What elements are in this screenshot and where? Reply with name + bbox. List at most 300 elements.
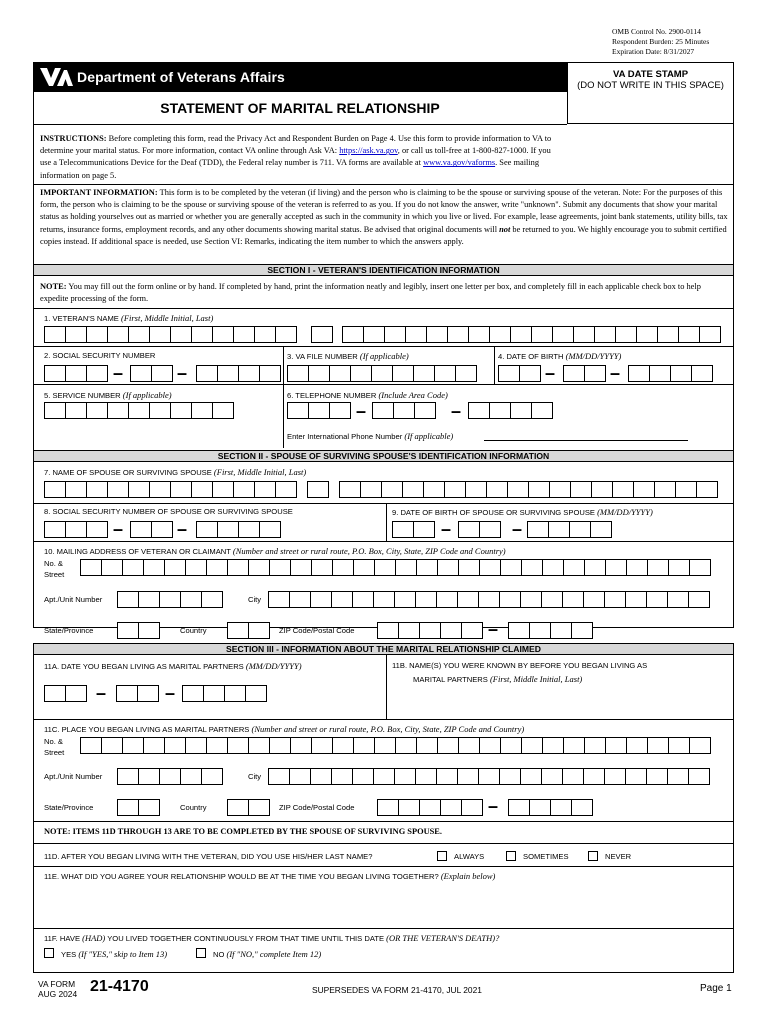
entry-box[interactable]	[238, 521, 260, 538]
entry-box[interactable]	[138, 591, 160, 608]
entry-box[interactable]	[647, 737, 669, 754]
entry-box[interactable]	[149, 402, 171, 419]
entry-box[interactable]	[289, 768, 311, 785]
entry-box[interactable]	[233, 481, 255, 498]
entry-box[interactable]	[571, 622, 593, 639]
entry-box[interactable]	[636, 326, 658, 343]
entry-box[interactable]	[143, 737, 165, 754]
item-10-label	[44, 546, 506, 556]
entry-box[interactable]	[65, 326, 87, 343]
entry-box[interactable]	[138, 799, 160, 816]
entry-box[interactable]	[307, 481, 329, 498]
entry-box[interactable]	[405, 326, 427, 343]
entry-box[interactable]	[350, 365, 372, 382]
entry-box[interactable]	[217, 365, 239, 382]
entry-box[interactable]	[527, 521, 549, 538]
entry-box[interactable]	[510, 326, 532, 343]
entry-box[interactable]	[373, 768, 395, 785]
entry-box[interactable]	[331, 768, 353, 785]
entry-box[interactable]	[479, 737, 501, 754]
entry-box[interactable]	[510, 402, 532, 419]
entry-box[interactable]	[212, 402, 234, 419]
entry-box[interactable]	[605, 559, 627, 576]
entry-box[interactable]	[594, 326, 616, 343]
entry-box[interactable]	[461, 622, 483, 639]
entry-box[interactable]	[489, 326, 511, 343]
entry-box[interactable]	[562, 768, 584, 785]
entry-box[interactable]	[44, 365, 66, 382]
entry-box[interactable]	[86, 365, 108, 382]
entry-box[interactable]	[268, 768, 290, 785]
entry-box[interactable]	[625, 768, 647, 785]
entry-box[interactable]	[269, 559, 291, 576]
entry-box[interactable]	[584, 559, 606, 576]
entry-box[interactable]	[688, 591, 710, 608]
entry-box[interactable]	[159, 768, 181, 785]
entry-box[interactable]	[143, 559, 165, 576]
entry-box[interactable]	[626, 737, 648, 754]
entry-box[interactable]	[689, 559, 711, 576]
entry-box[interactable]	[667, 768, 689, 785]
label-text: 3. VA FILE NUMBER	[287, 352, 360, 361]
entry-box[interactable]	[339, 481, 361, 498]
entry-box[interactable]	[308, 365, 330, 382]
entry-box[interactable]	[394, 768, 416, 785]
entry-box[interactable]	[699, 326, 721, 343]
va-forms-link[interactable]: www.va.gov/vaforms	[423, 158, 496, 168]
entry-box[interactable]	[688, 768, 710, 785]
entry-box[interactable]	[455, 365, 477, 382]
entry-box[interactable]	[570, 481, 592, 498]
entry-box[interactable]	[180, 591, 202, 608]
entry-box[interactable]	[549, 481, 571, 498]
entry-box[interactable]	[248, 622, 270, 639]
entry-box[interactable]	[458, 737, 480, 754]
entry-box[interactable]	[478, 591, 500, 608]
entry-box[interactable]	[413, 365, 435, 382]
entry-box[interactable]	[164, 559, 186, 576]
entry-box[interactable]	[529, 622, 551, 639]
entry-box[interactable]	[374, 559, 396, 576]
entry-box[interactable]	[457, 591, 479, 608]
entry-box[interactable]	[196, 365, 218, 382]
entry-box[interactable]	[227, 799, 249, 816]
entry-box[interactable]	[444, 481, 466, 498]
entry-box[interactable]	[227, 737, 249, 754]
entry-box[interactable]	[647, 559, 669, 576]
label-text: 11E. WHAT DID YOU AGREE YOUR RELATIONSHIP WOULD BE AT THE TIME YOU BEGAN LIVING TOGETHER?	[44, 872, 441, 881]
entry-box[interactable]	[332, 737, 354, 754]
entry-box[interactable]	[137, 685, 159, 702]
entry-box[interactable]	[227, 622, 249, 639]
entry-box[interactable]	[457, 768, 479, 785]
entry-box[interactable]	[562, 591, 584, 608]
entry-box[interactable]	[287, 365, 309, 382]
entry-box[interactable]	[275, 326, 297, 343]
divider	[494, 346, 495, 384]
entry-box[interactable]	[571, 799, 593, 816]
entry-box[interactable]	[331, 591, 353, 608]
entry-box[interactable]	[248, 559, 270, 576]
entry-box[interactable]	[440, 799, 462, 816]
entry-box[interactable]	[44, 481, 66, 498]
entry-box[interactable]	[633, 481, 655, 498]
entry-box[interactable]	[507, 481, 529, 498]
entry-box[interactable]	[437, 559, 459, 576]
entry-box[interactable]	[528, 481, 550, 498]
entry-box[interactable]	[393, 402, 415, 419]
entry-box[interactable]	[486, 481, 508, 498]
entry-box[interactable]	[542, 559, 564, 576]
entry-box[interactable]	[159, 591, 181, 608]
label-text: 7. NAME OF SPOUSE OR SURVIVING SPOUSE	[44, 468, 214, 477]
entry-box[interactable]	[248, 799, 270, 816]
entry-box[interactable]	[332, 559, 354, 576]
entry-box[interactable]	[130, 365, 152, 382]
entry-box[interactable]	[381, 481, 403, 498]
entry-box[interactable]	[436, 591, 458, 608]
page-number: Page 1	[700, 983, 732, 994]
entry-box[interactable]	[101, 559, 123, 576]
entry-box[interactable]	[80, 559, 102, 576]
entry-box[interactable]	[500, 559, 522, 576]
entry-box[interactable]	[164, 737, 186, 754]
entry-box[interactable]	[196, 521, 218, 538]
entry-box[interactable]	[604, 591, 626, 608]
entry-box[interactable]	[531, 326, 553, 343]
entry-box[interactable]	[86, 481, 108, 498]
entry-box[interactable]	[542, 737, 564, 754]
entry-box[interactable]	[170, 402, 192, 419]
label-hint: (MM/DD/YYYY)	[565, 351, 622, 361]
entry-box[interactable]	[416, 737, 438, 754]
entry-box[interactable]	[550, 799, 572, 816]
no-street-label	[44, 558, 64, 580]
entry-box[interactable]	[646, 768, 668, 785]
entry-box[interactable]	[529, 799, 551, 816]
entry-box[interactable]	[377, 622, 399, 639]
entry-box[interactable]	[353, 737, 375, 754]
label-hint: (Number and street or rural route, P.O. Box, City, State, ZIP Code and Country)	[251, 724, 525, 734]
entry-box[interactable]	[468, 326, 490, 343]
entry-box[interactable]	[170, 481, 192, 498]
entry-box[interactable]	[238, 365, 260, 382]
entry-box[interactable]	[107, 481, 129, 498]
entry-box[interactable]	[107, 402, 129, 419]
entry-box[interactable]	[552, 326, 574, 343]
entry-box[interactable]	[415, 591, 437, 608]
entry-box[interactable]	[217, 521, 239, 538]
entry-box[interactable]	[520, 768, 542, 785]
footer-form	[38, 979, 77, 999]
entry-box[interactable]	[691, 365, 713, 382]
entry-box[interactable]	[478, 768, 500, 785]
entry-box[interactable]	[625, 591, 647, 608]
entry-box[interactable]	[377, 799, 399, 816]
entry-box[interactable]	[521, 737, 543, 754]
label-hint: (MM/DD/YYYY)	[245, 661, 302, 671]
entry-box[interactable]	[138, 768, 160, 785]
entry-box[interactable]	[191, 481, 213, 498]
entry-box[interactable]	[612, 481, 634, 498]
entry-box[interactable]	[519, 365, 541, 382]
apt-label: Apt./Unit Number	[44, 595, 103, 604]
entry-box[interactable]	[65, 365, 87, 382]
entry-box[interactable]	[696, 481, 718, 498]
entry-box[interactable]	[170, 326, 192, 343]
entry-box[interactable]	[259, 365, 281, 382]
entry-box[interactable]	[414, 402, 436, 419]
entry-box[interactable]	[604, 768, 626, 785]
entry-box[interactable]	[461, 799, 483, 816]
entry-box[interactable]	[498, 365, 520, 382]
entry-box[interactable]	[80, 737, 102, 754]
entry-box[interactable]	[573, 326, 595, 343]
entry-box[interactable]	[508, 622, 530, 639]
entry-box[interactable]	[374, 737, 396, 754]
entry-box[interactable]	[248, 737, 270, 754]
entry-box[interactable]	[352, 591, 374, 608]
entry-box[interactable]	[583, 591, 605, 608]
entry-box[interactable]	[398, 622, 420, 639]
entry-box[interactable]	[149, 481, 171, 498]
entry-box[interactable]	[436, 768, 458, 785]
entry-box[interactable]	[233, 326, 255, 343]
entry-box[interactable]	[667, 591, 689, 608]
entry-box[interactable]	[468, 402, 490, 419]
entry-box[interactable]	[584, 365, 606, 382]
entry-box[interactable]	[465, 481, 487, 498]
entry-box[interactable]	[395, 737, 417, 754]
entry-box[interactable]	[521, 559, 543, 576]
entry-box[interactable]	[130, 521, 152, 538]
entry-box[interactable]	[311, 559, 333, 576]
entry-box[interactable]	[628, 365, 650, 382]
entry-box[interactable]	[44, 685, 66, 702]
entry-box[interactable]	[342, 326, 364, 343]
entry-box[interactable]	[311, 326, 333, 343]
entry-box[interactable]	[290, 559, 312, 576]
entry-box[interactable]	[138, 622, 160, 639]
entry-box[interactable]	[128, 402, 150, 419]
entry-box[interactable]	[394, 591, 416, 608]
entry-box[interactable]	[402, 481, 424, 498]
entry-box[interactable]	[227, 559, 249, 576]
entry-box[interactable]	[668, 559, 690, 576]
entry-box[interactable]	[212, 326, 234, 343]
entry-box[interactable]	[203, 685, 225, 702]
always-checkbox[interactable]	[437, 851, 447, 861]
entry-box[interactable]	[149, 326, 171, 343]
entry-box[interactable]	[117, 799, 139, 816]
entry-box[interactable]	[615, 326, 637, 343]
entry-box[interactable]	[254, 481, 276, 498]
entry-box[interactable]	[584, 737, 606, 754]
entry-box[interactable]	[670, 365, 692, 382]
entry-box[interactable]	[563, 737, 585, 754]
ask-va-link[interactable]: https://ask.va.gov	[339, 146, 398, 156]
entry-box[interactable]	[563, 365, 585, 382]
entry-box[interactable]	[44, 402, 66, 419]
entry-box[interactable]	[268, 591, 290, 608]
entry-box[interactable]	[44, 521, 66, 538]
entry-box[interactable]	[191, 402, 213, 419]
entry-box[interactable]	[122, 559, 144, 576]
entry-box[interactable]	[151, 521, 173, 538]
entry-box[interactable]	[117, 622, 139, 639]
entry-box[interactable]	[395, 559, 417, 576]
entry-box[interactable]	[212, 481, 234, 498]
entry-box[interactable]	[548, 521, 570, 538]
item-1-label	[44, 313, 213, 323]
entry-box[interactable]	[423, 481, 445, 498]
entry-box[interactable]	[185, 737, 207, 754]
entry-box[interactable]	[499, 768, 521, 785]
entry-box[interactable]	[128, 326, 150, 343]
entry-box[interactable]	[254, 326, 276, 343]
entry-box[interactable]	[310, 768, 332, 785]
entry-box[interactable]	[489, 402, 511, 419]
entry-box[interactable]	[128, 481, 150, 498]
entry-box[interactable]	[185, 559, 207, 576]
entry-box[interactable]	[311, 737, 333, 754]
entry-box[interactable]	[541, 591, 563, 608]
label-text: MARITAL PARTNERS	[413, 675, 490, 684]
entry-box[interactable]	[416, 559, 438, 576]
entry-box[interactable]	[206, 737, 228, 754]
entry-box[interactable]	[352, 768, 374, 785]
entry-box[interactable]	[569, 521, 591, 538]
entry-box[interactable]	[499, 591, 521, 608]
entry-box[interactable]	[675, 481, 697, 498]
entry-box[interactable]	[657, 326, 679, 343]
entry-box[interactable]	[117, 591, 139, 608]
entry-box[interactable]	[500, 737, 522, 754]
item-11e-textarea[interactable]	[40, 884, 730, 926]
entry-box[interactable]	[259, 521, 281, 538]
entry-box[interactable]	[605, 737, 627, 754]
entry-box[interactable]	[392, 365, 414, 382]
entry-box[interactable]	[44, 326, 66, 343]
entry-box[interactable]	[668, 737, 690, 754]
intl-phone-input[interactable]	[484, 440, 688, 441]
entry-box[interactable]	[426, 326, 448, 343]
entry-box[interactable]	[419, 622, 441, 639]
entry-box[interactable]	[413, 521, 435, 538]
entry-box[interactable]	[458, 521, 480, 538]
entry-box[interactable]	[531, 402, 553, 419]
entry-box[interactable]	[654, 481, 676, 498]
entry-box[interactable]	[287, 402, 309, 419]
entry-box[interactable]	[520, 591, 542, 608]
sometimes-label: SOMETIMES	[523, 852, 569, 861]
entry-box[interactable]	[86, 521, 108, 538]
entry-box[interactable]	[329, 365, 351, 382]
entry-box[interactable]	[541, 768, 563, 785]
entry-box[interactable]	[563, 559, 585, 576]
entry-box[interactable]	[371, 365, 393, 382]
entry-box[interactable]	[117, 768, 139, 785]
entry-box[interactable]	[626, 559, 648, 576]
label-hint: (HAD)	[82, 933, 106, 943]
entry-box[interactable]	[245, 685, 267, 702]
yes-checkbox[interactable]	[44, 948, 54, 958]
entry-box[interactable]	[479, 521, 501, 538]
entry-box[interactable]	[649, 365, 671, 382]
entry-box[interactable]	[180, 768, 202, 785]
entry-box[interactable]	[550, 622, 572, 639]
entry-box[interactable]	[65, 402, 87, 419]
never-checkbox[interactable]	[588, 851, 598, 861]
entry-box[interactable]	[363, 326, 385, 343]
sometimes-checkbox[interactable]	[506, 851, 516, 861]
entry-box[interactable]	[101, 737, 123, 754]
entry-box[interactable]	[447, 326, 469, 343]
divider	[386, 655, 387, 719]
entry-box[interactable]	[191, 326, 213, 343]
entry-box[interactable]	[275, 481, 297, 498]
entry-box[interactable]	[224, 685, 246, 702]
entry-box[interactable]	[415, 768, 437, 785]
entry-box[interactable]	[107, 326, 129, 343]
entry-box[interactable]	[678, 326, 700, 343]
entry-box[interactable]	[86, 402, 108, 419]
entry-box[interactable]	[398, 799, 420, 816]
entry-box[interactable]	[182, 685, 204, 702]
entry-box[interactable]	[269, 737, 291, 754]
entry-box[interactable]	[583, 768, 605, 785]
entry-box[interactable]	[65, 521, 87, 538]
entry-box[interactable]	[590, 521, 612, 538]
entry-box[interactable]	[689, 737, 711, 754]
entry-box[interactable]	[591, 481, 613, 498]
entry-box[interactable]	[151, 365, 173, 382]
entry-box[interactable]	[122, 737, 144, 754]
separator-dash: –	[451, 401, 462, 421]
entry-box[interactable]	[206, 559, 228, 576]
zip-label-2: ZIP Code/Postal Code	[279, 803, 355, 812]
entry-box[interactable]	[360, 481, 382, 498]
entry-box[interactable]	[440, 622, 462, 639]
entry-box[interactable]	[508, 799, 530, 816]
entry-box[interactable]	[437, 737, 459, 754]
entry-box[interactable]	[646, 591, 668, 608]
entry-box[interactable]	[65, 481, 87, 498]
entry-box[interactable]	[384, 326, 406, 343]
entry-box[interactable]	[392, 521, 414, 538]
entry-box[interactable]	[290, 737, 312, 754]
entry-box[interactable]	[479, 559, 501, 576]
entry-box[interactable]	[86, 326, 108, 343]
entry-box[interactable]	[373, 591, 395, 608]
entry-box[interactable]	[116, 685, 138, 702]
entry-box[interactable]	[458, 559, 480, 576]
entry-box[interactable]	[201, 591, 223, 608]
important-text: be returned to you. We highly encourage you to submit certified copies instead. If additional space is needed, use Section VI: Remarks, indicating the item number to which the answers apply.	[40, 224, 727, 246]
entry-box[interactable]	[201, 768, 223, 785]
entry-box[interactable]	[434, 365, 456, 382]
department-name: Department of Veterans Affairs	[77, 69, 285, 85]
entry-box[interactable]	[310, 591, 332, 608]
entry-box[interactable]	[419, 799, 441, 816]
entry-box[interactable]	[372, 402, 394, 419]
entry-box[interactable]	[65, 685, 87, 702]
entry-box[interactable]	[289, 591, 311, 608]
entry-box[interactable]	[353, 559, 375, 576]
entry-box[interactable]	[329, 402, 351, 419]
entry-box[interactable]	[308, 402, 330, 419]
no-checkbox[interactable]	[196, 948, 206, 958]
